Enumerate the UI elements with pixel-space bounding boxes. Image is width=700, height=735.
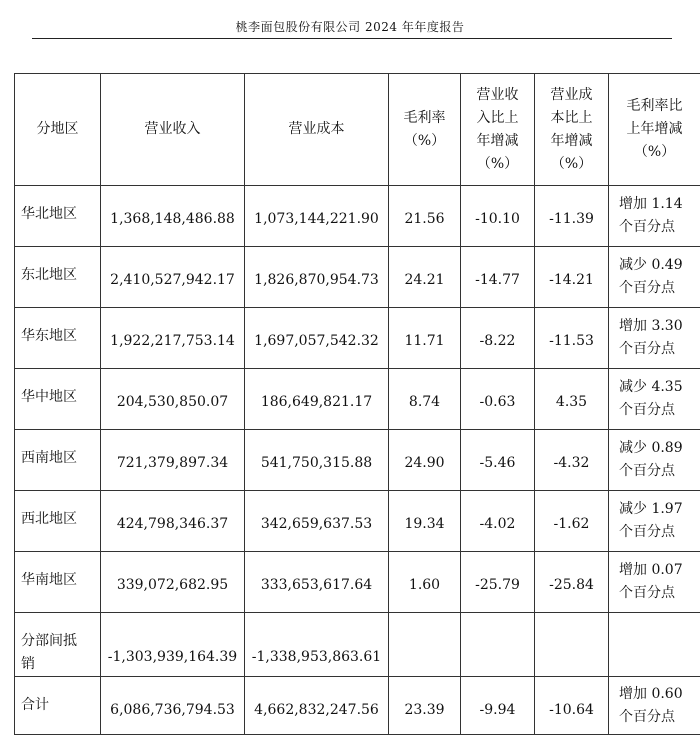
header-divider: [32, 38, 672, 39]
revenue-cell: 204,530,850.07: [101, 369, 245, 430]
revenue-cell: 424,798,346.37: [101, 491, 245, 552]
cost-change-cell: -1.62: [535, 491, 609, 552]
col-header-revenue: 营业收入: [101, 74, 245, 186]
col-header-region: 分地区: [15, 74, 101, 186]
cost-change-cell: [535, 613, 609, 677]
cost-change-cell: -14.21: [535, 247, 609, 308]
table-row: [15, 308, 700, 369]
cost-cell: -1,338,953,863.61: [245, 613, 389, 677]
cost-cell: 541,750,315.88: [245, 430, 389, 491]
region-cell: 合计: [15, 677, 101, 735]
cost-change-cell: -4.32: [535, 430, 609, 491]
margin-cell: 23.39: [389, 677, 461, 735]
margin-cell: 1.60: [389, 552, 461, 613]
cost-change-cell: -11.39: [535, 186, 609, 247]
cost-cell: 1,073,144,221.90: [245, 186, 389, 247]
revenue-cell: 339,072,682.95: [101, 552, 245, 613]
margin-change-cell: 减少 0.49 个百分点: [609, 247, 700, 308]
revenue-cell: 6,086,736,794.53: [101, 677, 245, 735]
cost-cell: 1,826,870,954.73: [245, 247, 389, 308]
region-cell: 华北地区: [15, 186, 101, 247]
total-row: [15, 677, 700, 735]
cost-cell: 1,697,057,542.32: [245, 308, 389, 369]
revenue-change-cell: -8.22: [461, 308, 535, 369]
revenue-change-cell: -5.46: [461, 430, 535, 491]
margin-cell: 24.90: [389, 430, 461, 491]
col-header-margin-change: 毛利率比 上年增减 （%）: [609, 74, 700, 186]
cost-change-cell: -25.84: [535, 552, 609, 613]
margin-cell: 21.56: [389, 186, 461, 247]
region-cell: 华东地区: [15, 308, 101, 369]
margin-cell: 11.71: [389, 308, 461, 369]
cost-cell: 333,653,617.64: [245, 552, 389, 613]
margin-change-cell: 减少 4.35 个百分点: [609, 369, 700, 430]
region-cell: 华南地区: [15, 552, 101, 613]
margin-change-cell: [609, 613, 700, 677]
table-row: [15, 491, 700, 552]
revenue-cell: 721,379,897.34: [101, 430, 245, 491]
col-header-cost: 营业成本: [245, 74, 389, 186]
revenue-change-cell: -14.77: [461, 247, 535, 308]
margin-change-cell: 减少 0.89 个百分点: [609, 430, 700, 491]
regional-revenue-table: [14, 73, 700, 735]
revenue-change-cell: -25.79: [461, 552, 535, 613]
col-header-margin: 毛利率 （%）: [389, 74, 461, 186]
margin-change-cell: 减少 1.97 个百分点: [609, 491, 700, 552]
revenue-cell: 1,922,217,753.14: [101, 308, 245, 369]
revenue-change-cell: -10.10: [461, 186, 535, 247]
revenue-cell: 1,368,148,486.88: [101, 186, 245, 247]
margin-cell: 19.34: [389, 491, 461, 552]
region-cell: 西南地区: [15, 430, 101, 491]
margin-cell: [389, 613, 461, 677]
margin-change-cell: 增加 1.14 个百分点: [609, 186, 700, 247]
revenue-change-cell: -0.63: [461, 369, 535, 430]
table-row: [15, 186, 700, 247]
margin-cell: 8.74: [389, 369, 461, 430]
revenue-change-cell: [461, 613, 535, 677]
cost-cell: 186,649,821.17: [245, 369, 389, 430]
region-cell: 分部间抵 销: [15, 613, 101, 677]
margin-change-cell: 增加 3.30 个百分点: [609, 308, 700, 369]
region-cell: 东北地区: [15, 247, 101, 308]
margin-cell: 24.21: [389, 247, 461, 308]
table-row: [15, 247, 700, 308]
revenue-change-cell: -4.02: [461, 491, 535, 552]
region-cell: 华中地区: [15, 369, 101, 430]
cost-change-cell: -10.64: [535, 677, 609, 735]
region-cell: 西北地区: [15, 491, 101, 552]
col-header-revenue-change: 营业收 入比上 年增减 （%）: [461, 74, 535, 186]
revenue-cell: -1,303,939,164.39: [101, 613, 245, 677]
page-header-title: 桃李面包股份有限公司 2024 年年度报告: [0, 18, 700, 35]
cost-change-cell: 4.35: [535, 369, 609, 430]
margin-change-cell: 增加 0.07 个百分点: [609, 552, 700, 613]
table-row: [15, 552, 700, 613]
table-row: [15, 430, 700, 491]
table-row: [15, 369, 700, 430]
col-header-cost-change: 营业成 本比上 年增减 （%）: [535, 74, 609, 186]
revenue-change-cell: -9.94: [461, 677, 535, 735]
elimination-row: [15, 613, 700, 677]
margin-change-cell: 增加 0.60 个百分点: [609, 677, 700, 735]
cost-change-cell: -11.53: [535, 308, 609, 369]
cost-cell: 342,659,637.53: [245, 491, 389, 552]
table-header-row: [15, 74, 700, 186]
revenue-cell: 2,410,527,942.17: [101, 247, 245, 308]
cost-cell: 4,662,832,247.56: [245, 677, 389, 735]
